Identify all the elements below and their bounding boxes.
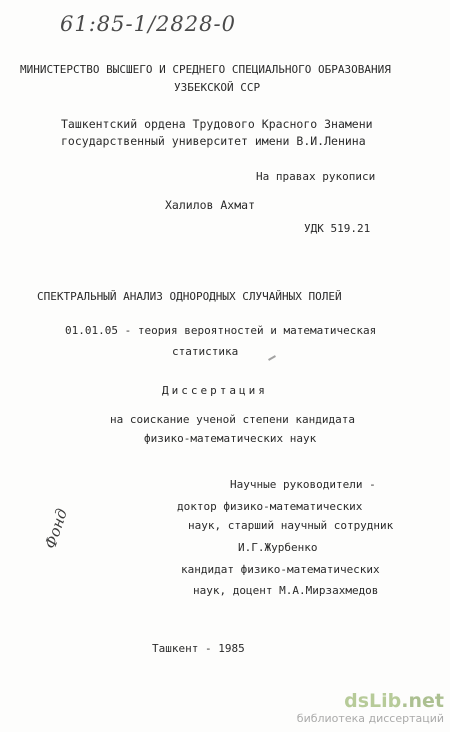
- supervisors-label: Научные руководители -: [230, 478, 376, 491]
- ministry-line-2: УЗБЕКСКОЙ ССР: [174, 81, 261, 94]
- dslib-subtitle: библиотека диссертаций: [296, 712, 444, 725]
- specialty-line-2: статистика: [172, 345, 239, 358]
- supervisor-1-line-2: наук, старший научный сотрудник: [188, 519, 394, 532]
- university-line-2: государственный университет имени В.И.Ленина: [61, 134, 366, 148]
- fund-stamp: Фонд: [41, 506, 72, 551]
- supervisor-1-name: И.Г.Журбенко: [238, 541, 318, 554]
- dslib-logo-main: dsLib: [344, 690, 402, 712]
- degree-purpose-line-2: физико-математических наук: [144, 432, 317, 445]
- supervisor-1-line-1: доктор физико-математических: [177, 500, 363, 513]
- university-line-1: Ташкентский ордена Трудового Красного Знамени: [61, 117, 373, 131]
- supervisor-2-line-2: наук, доцент М.А.Мирзахмедов: [193, 584, 379, 597]
- ministry-line-1: МИНИСТЕРСТВО ВЫСШЕГО И СРЕДНЕГО СПЕЦИАЛЬНОГО ОБРАЗОВАНИЯ: [20, 63, 391, 76]
- author-name: Халилов Ахмат: [165, 198, 256, 212]
- document-genre: Диссертация: [162, 384, 268, 397]
- archive-code-handwritten: 61:85-1/2828-0: [60, 12, 236, 36]
- manuscript-rights-note: На правах рукописи: [256, 170, 376, 183]
- specialty-line-1: 01.01.05 - теория вероятностей и математическая: [65, 324, 377, 337]
- dslib-watermark: [297, 690, 444, 726]
- pen-tick-mark: [268, 355, 276, 361]
- udc-code: УДК 519.21: [304, 222, 371, 235]
- supervisor-2-line-1: кандидат физико-математических: [181, 563, 380, 576]
- dissertation-title: СПЕКТРАЛЬНЫЙ АНАЛИЗ ОДНОРОДНЫХ СЛУЧАЙНЫХ ПОЛЕЙ: [37, 290, 342, 303]
- city-year: Ташкент - 1985: [152, 642, 245, 655]
- dslib-logo: [297, 690, 444, 712]
- degree-purpose-line-1: на соискание ученой степени кандидата: [110, 413, 356, 426]
- dslib-logo-suffix: .net: [401, 690, 444, 712]
